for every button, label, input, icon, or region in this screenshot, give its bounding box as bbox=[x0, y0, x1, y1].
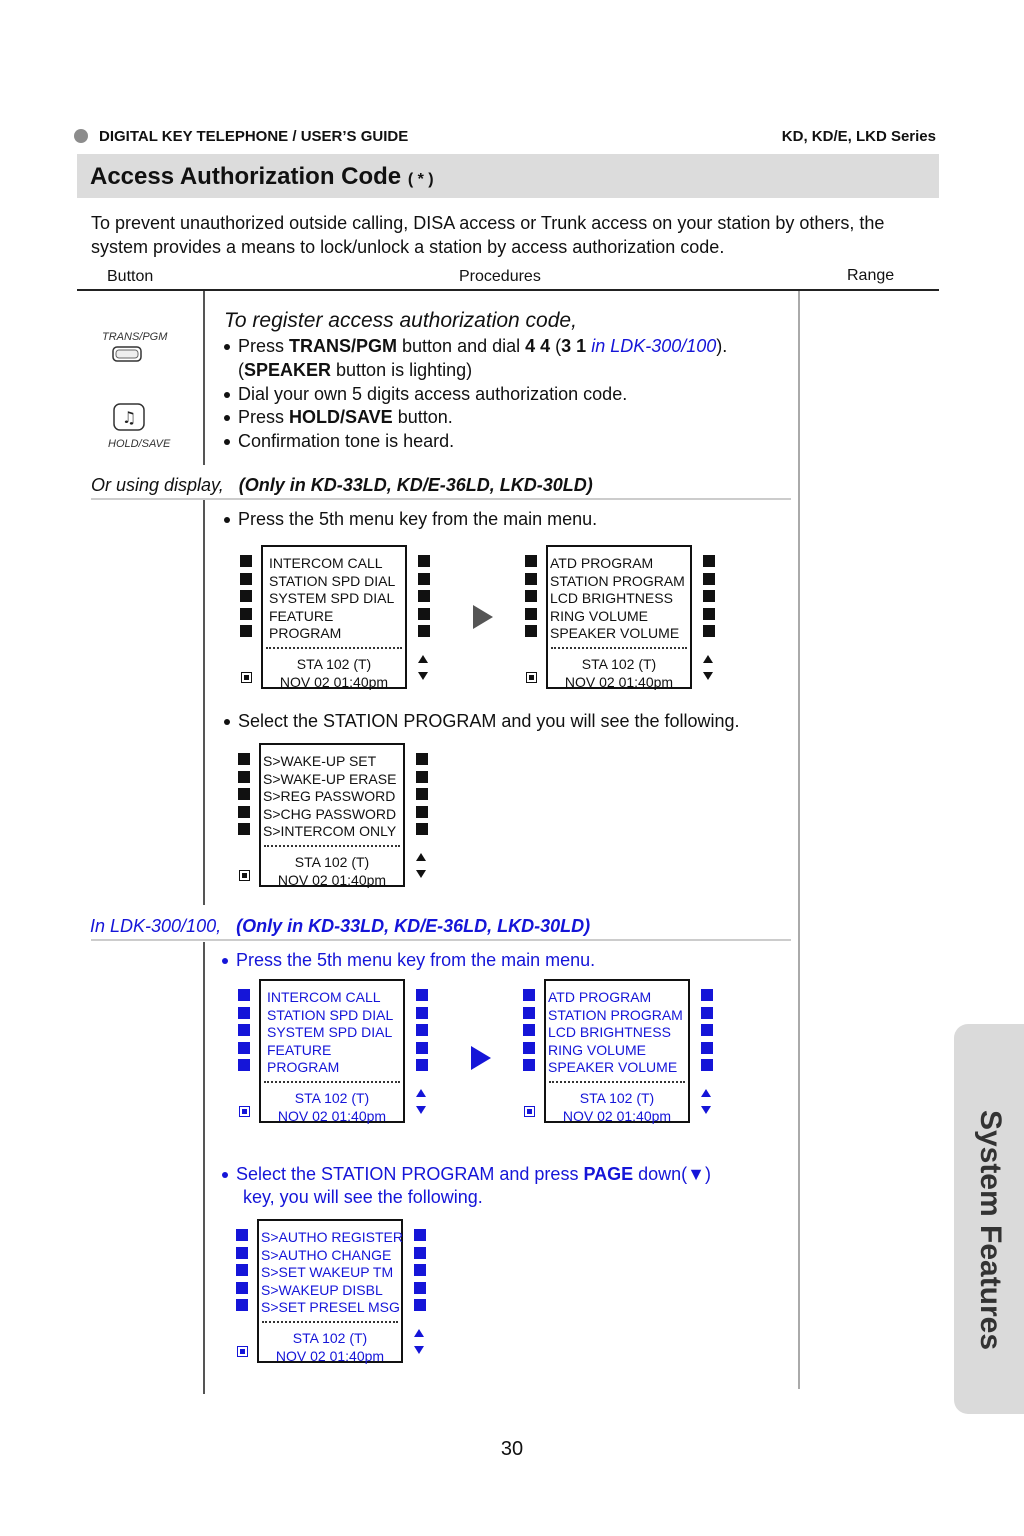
menu-key-right-icon[interactable] bbox=[418, 625, 430, 637]
scroll-down-icon[interactable] bbox=[703, 672, 713, 680]
menu-key-right-icon[interactable] bbox=[414, 1299, 426, 1311]
menu-key-right-icon[interactable] bbox=[416, 1059, 428, 1071]
menu-key-left-icon[interactable] bbox=[238, 1042, 250, 1054]
lcd-status: STA 102 (T) NOV 02 01:40pm bbox=[562, 1090, 672, 1124]
bullet-icon bbox=[222, 1172, 228, 1178]
header-series: KD, KD/E, LKD Series bbox=[781, 128, 936, 145]
select-key-icon[interactable] bbox=[239, 870, 250, 881]
lcd-menu-line: INTERCOM CALL bbox=[267, 989, 381, 1005]
menu-key-left-icon[interactable] bbox=[525, 555, 537, 567]
lcd-menu-line: SPEAKER VOLUME bbox=[548, 1059, 678, 1076]
lcd-menu-line: STATION SPD DIAL bbox=[269, 572, 396, 589]
menu-key-right-icon[interactable] bbox=[701, 1007, 713, 1019]
menu-key-right-icon[interactable] bbox=[414, 1264, 426, 1276]
page-title bbox=[90, 163, 434, 191]
menu-key-right-icon[interactable] bbox=[701, 1024, 713, 1036]
lcd-menu-line: STATION SPD DIAL bbox=[267, 1006, 394, 1023]
display-step-1: Press the 5th menu key from the main menu. bbox=[224, 507, 597, 531]
menu-key-right-icon[interactable] bbox=[416, 1007, 428, 1019]
title-suffix: ( * ) bbox=[407, 171, 434, 188]
ldk-step-2-cont: key, you will see the following. bbox=[243, 1187, 483, 1207]
menu-key-right-icon[interactable] bbox=[701, 1042, 713, 1054]
ldk-step-1: Press the 5th menu key from the main menu. bbox=[222, 948, 595, 972]
lcd-menu-line: INTERCOM CALL bbox=[269, 555, 383, 571]
menu-key-right-icon[interactable] bbox=[416, 989, 428, 1001]
menu-key-right-icon[interactable] bbox=[703, 625, 715, 637]
column-header-procedures: Procedures bbox=[459, 268, 541, 285]
lcd-lines bbox=[267, 989, 393, 1077]
scroll-down-icon[interactable] bbox=[416, 870, 426, 878]
menu-key-left-icon[interactable] bbox=[238, 1024, 250, 1036]
register-step-3: Press HOLD/SAVE button. bbox=[224, 405, 453, 429]
menu-key-left-icon[interactable] bbox=[523, 1059, 535, 1071]
menu-key-left-icon[interactable] bbox=[238, 989, 250, 1001]
column-header-range: Range bbox=[847, 267, 895, 284]
menu-key-right-icon[interactable] bbox=[414, 1282, 426, 1294]
scroll-up-icon[interactable] bbox=[416, 853, 426, 861]
menu-key-left-icon[interactable] bbox=[238, 1059, 250, 1071]
register-step-2: Dial your own 5 digits access authorization code. bbox=[224, 382, 627, 406]
lcd-menu-line: S>WAKE-UP SET bbox=[263, 753, 377, 769]
lcd-lines bbox=[548, 989, 683, 1077]
lcd-divider bbox=[264, 845, 400, 847]
menu-key-left-icon[interactable] bbox=[238, 823, 250, 835]
lcd-menu-line: S>REG PASSWORD bbox=[263, 788, 396, 805]
menu-key-left-icon[interactable] bbox=[523, 989, 535, 1001]
lcd-status: STA 102 (T) NOV 02 01:40pm bbox=[279, 656, 389, 690]
menu-key-right-icon[interactable] bbox=[703, 590, 715, 602]
ldk-section-heading: In LDK-300/100, (Only in KD-33LD, KD/E-36LD, LKD-30LD) bbox=[90, 916, 591, 936]
menu-key-left-icon[interactable] bbox=[240, 608, 252, 620]
select-key-icon[interactable] bbox=[241, 672, 252, 683]
lcd-menu-line: S>AUTHO CHANGE bbox=[261, 1246, 392, 1263]
header-guide-title: DIGITAL KEY TELEPHONE / USER’S GUIDE bbox=[99, 128, 409, 145]
lcd-status: STA 102 (T) NOV 02 01:40pm bbox=[277, 854, 387, 888]
lcd-lines bbox=[269, 555, 395, 643]
lcd-menu-line: S>SET PRESEL MSG bbox=[261, 1299, 400, 1316]
column-divider bbox=[203, 291, 205, 465]
menu-key-left-icon[interactable] bbox=[240, 573, 252, 585]
menu-key-left-icon[interactable] bbox=[525, 608, 537, 620]
menu-key-right-icon[interactable] bbox=[701, 989, 713, 1001]
trans-pgm-key-icon bbox=[112, 345, 142, 370]
register-step-4: Confirmation tone is heard. bbox=[224, 429, 454, 453]
bullet-icon bbox=[224, 415, 230, 421]
menu-key-left-icon[interactable] bbox=[523, 1042, 535, 1054]
menu-key-right-icon[interactable] bbox=[416, 771, 428, 783]
menu-key-right-icon[interactable] bbox=[418, 573, 430, 585]
display-section-heading: Or using display, (Only in KD-33LD, KD/E-36LD, LKD-30LD) bbox=[91, 475, 593, 495]
lcd-menu-line: ATD PROGRAM bbox=[550, 555, 654, 571]
page-number: 30 bbox=[500, 1438, 524, 1460]
lcd-status: STA 102 (T) NOV 02 01:40pm bbox=[564, 656, 674, 690]
side-tab-label: System Features bbox=[974, 1109, 1007, 1351]
menu-key-right-icon[interactable] bbox=[416, 788, 428, 800]
menu-key-left-icon[interactable] bbox=[525, 590, 537, 602]
lcd-divider bbox=[551, 647, 687, 649]
scroll-down-icon[interactable] bbox=[418, 672, 428, 680]
intro-paragraph: To prevent unauthorized outside calling, DISA access or Trunk access on your station by others, the system provides a means to lock/unlock a station by access authorization code. bbox=[91, 213, 885, 257]
bullet-icon bbox=[224, 439, 230, 445]
select-key-icon[interactable] bbox=[237, 1346, 248, 1357]
lcd-menu-line: RING VOLUME bbox=[548, 1041, 647, 1058]
column-divider bbox=[203, 942, 205, 1394]
column-header-button: Button bbox=[107, 268, 154, 285]
menu-key-left-icon[interactable] bbox=[523, 1007, 535, 1019]
next-arrow-icon bbox=[473, 605, 493, 629]
lcd-menu-line: S>INTERCOM ONLY bbox=[263, 823, 397, 840]
menu-key-left-icon[interactable] bbox=[525, 625, 537, 637]
menu-key-left-icon[interactable] bbox=[523, 1024, 535, 1036]
menu-key-right-icon[interactable] bbox=[418, 590, 430, 602]
hold-save-label: HOLD/SAVE bbox=[108, 438, 171, 450]
menu-key-right-icon[interactable] bbox=[416, 823, 428, 835]
lcd-menu-line: RING VOLUME bbox=[550, 607, 649, 624]
lcd-menu-line: S>CHG PASSWORD bbox=[263, 805, 397, 822]
menu-key-left-icon[interactable] bbox=[236, 1229, 248, 1241]
trans-pgm-label: TRANS/PGM bbox=[102, 331, 168, 343]
section-rule bbox=[91, 939, 791, 941]
scroll-down-icon[interactable] bbox=[416, 1106, 426, 1114]
menu-key-left-icon[interactable] bbox=[240, 555, 252, 567]
scroll-down-icon[interactable] bbox=[701, 1106, 711, 1114]
lcd-main-menu-ldk bbox=[259, 979, 405, 1123]
lcd-menu-line: FEATURE bbox=[267, 1041, 332, 1058]
table-top-rule bbox=[77, 289, 939, 291]
register-heading: To register access authorization code, bbox=[224, 309, 577, 332]
title-main: Access Authorization Code bbox=[90, 163, 402, 190]
lcd-program-menu-ldk bbox=[544, 979, 690, 1123]
lcd-station-menu bbox=[259, 743, 405, 887]
menu-key-right-icon[interactable] bbox=[416, 753, 428, 765]
bullet-icon bbox=[224, 392, 230, 398]
lcd-menu-line: STATION PROGRAM bbox=[550, 572, 685, 589]
menu-key-left-icon[interactable] bbox=[236, 1247, 248, 1259]
scroll-up-icon[interactable] bbox=[416, 1089, 426, 1097]
menu-key-right-icon[interactable] bbox=[418, 608, 430, 620]
lcd-menu-line: STATION PROGRAM bbox=[548, 1006, 683, 1023]
menu-key-left-icon[interactable] bbox=[240, 590, 252, 602]
lcd-menu-line: S>WAKE-UP ERASE bbox=[263, 770, 397, 787]
menu-key-right-icon[interactable] bbox=[414, 1229, 426, 1241]
lcd-menu-line: SYSTEM SPD DIAL bbox=[267, 1024, 393, 1041]
menu-key-left-icon[interactable] bbox=[240, 625, 252, 637]
menu-key-right-icon[interactable] bbox=[703, 573, 715, 585]
bullet-icon bbox=[224, 344, 230, 350]
column-divider-right bbox=[798, 291, 800, 1389]
column-divider bbox=[203, 500, 205, 905]
section-rule bbox=[91, 498, 791, 500]
menu-key-left-icon[interactable] bbox=[238, 1007, 250, 1019]
register-step-1: Press TRANS/PGM button and dial 4 4 (3 1 in LDK-300/100). bbox=[224, 334, 727, 358]
lcd-main-menu bbox=[261, 545, 407, 689]
lcd-menu-line: S>AUTHO REGISTER bbox=[261, 1229, 403, 1245]
lcd-menu-line: SPEAKER VOLUME bbox=[550, 625, 680, 642]
lcd-menu-line: PROGRAM bbox=[269, 625, 342, 642]
lcd-divider bbox=[264, 1081, 400, 1083]
scroll-up-icon[interactable] bbox=[418, 655, 428, 663]
menu-key-left-icon[interactable] bbox=[238, 753, 250, 765]
next-arrow-icon bbox=[471, 1046, 491, 1070]
lcd-menu-line: PROGRAM bbox=[267, 1059, 340, 1076]
lcd-lines bbox=[261, 1229, 403, 1317]
select-key-icon[interactable] bbox=[524, 1106, 535, 1117]
lcd-menu-line: S>WAKEUP DISBL bbox=[261, 1281, 383, 1298]
hold-save-key-icon bbox=[113, 403, 145, 438]
lcd-status: STA 102 (T) NOV 02 01:40pm bbox=[277, 1090, 387, 1124]
bullet-icon bbox=[224, 517, 230, 523]
lcd-menu-line: LCD BRIGHTNESS bbox=[548, 1024, 671, 1041]
scroll-up-icon[interactable] bbox=[414, 1329, 424, 1337]
lcd-menu-line: S>SET WAKEUP TM bbox=[261, 1264, 394, 1281]
lcd-divider bbox=[262, 1321, 398, 1323]
lcd-status: STA 102 (T) NOV 02 01:40pm bbox=[275, 1330, 385, 1364]
lcd-lines bbox=[263, 753, 396, 841]
header-bullet-icon bbox=[74, 129, 88, 143]
menu-key-right-icon[interactable] bbox=[418, 555, 430, 567]
register-step-1-note: (SPEAKER button is lighting) bbox=[238, 360, 473, 380]
ldk-step-2: Select the STATION PROGRAM and press PAGE down(▼) bbox=[222, 1162, 711, 1186]
lcd-program-menu bbox=[546, 545, 692, 689]
bullet-icon bbox=[224, 719, 230, 725]
menu-key-right-icon[interactable] bbox=[416, 806, 428, 818]
lcd-lines bbox=[550, 555, 685, 643]
menu-key-left-icon[interactable] bbox=[238, 771, 250, 783]
svg-text:♫: ♫ bbox=[121, 408, 137, 427]
menu-key-left-icon[interactable] bbox=[236, 1264, 248, 1276]
menu-key-right-icon[interactable] bbox=[701, 1059, 713, 1071]
menu-key-left-icon[interactable] bbox=[236, 1282, 248, 1294]
menu-key-right-icon[interactable] bbox=[414, 1247, 426, 1259]
lcd-menu-line: FEATURE bbox=[269, 607, 334, 624]
select-key-icon[interactable] bbox=[239, 1106, 250, 1117]
scroll-up-icon[interactable] bbox=[703, 655, 713, 663]
menu-key-right-icon[interactable] bbox=[703, 608, 715, 620]
scroll-down-icon[interactable] bbox=[414, 1346, 424, 1354]
menu-key-left-icon[interactable] bbox=[238, 788, 250, 800]
bullet-icon bbox=[222, 958, 228, 964]
menu-key-right-icon[interactable] bbox=[703, 555, 715, 567]
menu-key-left-icon[interactable] bbox=[525, 573, 537, 585]
lcd-divider bbox=[266, 647, 402, 649]
select-key-icon[interactable] bbox=[526, 672, 537, 683]
scroll-up-icon[interactable] bbox=[701, 1089, 711, 1097]
menu-key-right-icon[interactable] bbox=[416, 1024, 428, 1036]
menu-key-right-icon[interactable] bbox=[416, 1042, 428, 1054]
lcd-station-menu-ldk bbox=[257, 1219, 403, 1363]
lcd-divider bbox=[549, 1081, 685, 1083]
lcd-menu-line: SYSTEM SPD DIAL bbox=[269, 590, 395, 607]
menu-key-left-icon[interactable] bbox=[238, 806, 250, 818]
menu-key-left-icon[interactable] bbox=[236, 1299, 248, 1311]
lcd-menu-line: LCD BRIGHTNESS bbox=[550, 590, 673, 607]
lcd-menu-line: ATD PROGRAM bbox=[548, 989, 652, 1005]
display-step-2: Select the STATION PROGRAM and you will see the following. bbox=[224, 709, 740, 733]
